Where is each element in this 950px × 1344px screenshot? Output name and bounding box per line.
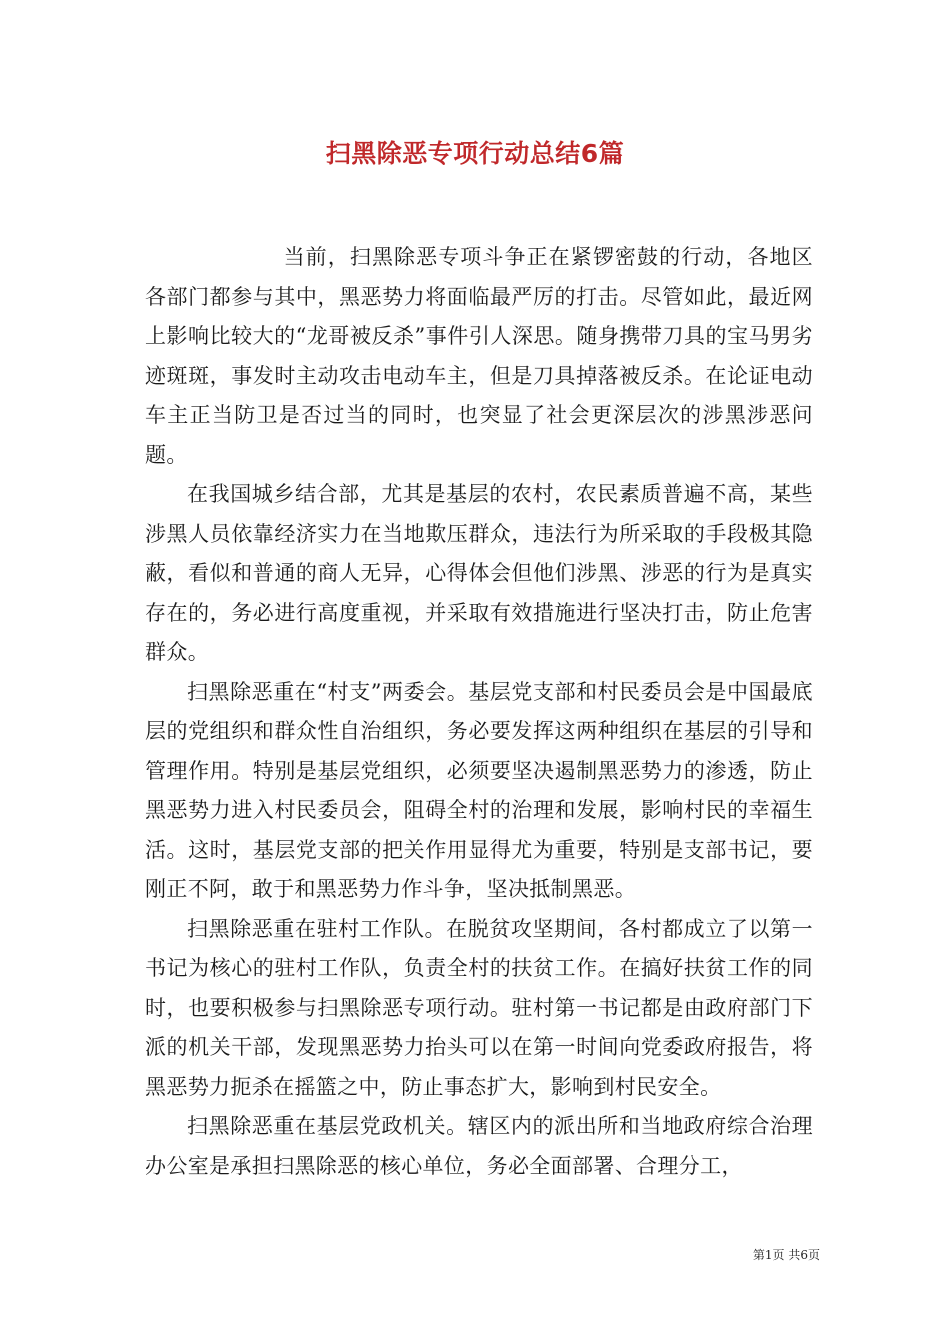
- paragraph-5: 扫黑除恶重在基层党政机关。辖区内的派出所和当地政府综合治理办公室是承担扫黑除恶的核心单位，务必全面部署、合理分工，: [145, 1114, 813, 1178]
- page-number-footer: 第1页 共6页: [752, 1248, 820, 1262]
- paragraph-3: 扫黑除恶重在“村支”两委会。基层党支部和村民委员会是中国最底层的党组织和群众性自治组织，务必要发挥这两种组织在基层的引导和管理作用。特别是基层党组织，必须要坚决遏制黑恶势力的渗透，防止黑恶势力进入村民委员会，阻碍全村的治理和发展，影响村民的幸福生活。这时，基层党支部的把关作用显得尤为重要，特别是支部书记，要刚正不阿，敢于和黑恶势力作斗争，坚决抵制黑恶。: [145, 679, 813, 901]
- paragraph-4: 扫黑除恶重在驻村工作队。在脱贫攻坚期间，各村都成立了以第一书记为核心的驻村工作队，负责全村的扶贫工作。在搞好扶贫工作的同时，也要积极参与扫黑除恶专项行动。驻村第一书记都是由政府部门下派的机关干部，发现黑恶势力抬头可以在第一时间向党委政府报告，将黑恶势力扼杀在摇篮之中，防止事态扩大，影响到村民安全。: [145, 916, 813, 1099]
- document-title: 扫黑除恶专项行动总结6篇: [325, 139, 625, 168]
- document-body: [145, 238, 813, 1186]
- paragraph-2: 在我国城乡结合部，尤其是基层的农村，农民素质普遍不高，某些涉黑人员依靠经济实力在当地欺压群众，违法行为所采取的手段极其隐蔽，看似和普通的商人无异，心得体会但他们涉黑、涉恶的行为是真实存在的，务必进行高度重视，并采取有效措施进行坚决打击，防止危害群众。: [145, 482, 813, 664]
- paragraph-1: 当前，扫黑除恶专项斗争正在紧锣密鼓的行动，各地区各部门都参与其中，黑恶势力将面临最严厉的打击。尽管如此，最近网上影响比较大的“龙哥被反杀”事件引人深思。随身携带刀具的宝马男劣迹斑斑，事发时主动攻击电动车主，但是刀具掉落被反杀。在论证电动车主正当防卫是否过当的同时，也突显了社会更深层次的涉黑涉恶问题。: [145, 245, 813, 467]
